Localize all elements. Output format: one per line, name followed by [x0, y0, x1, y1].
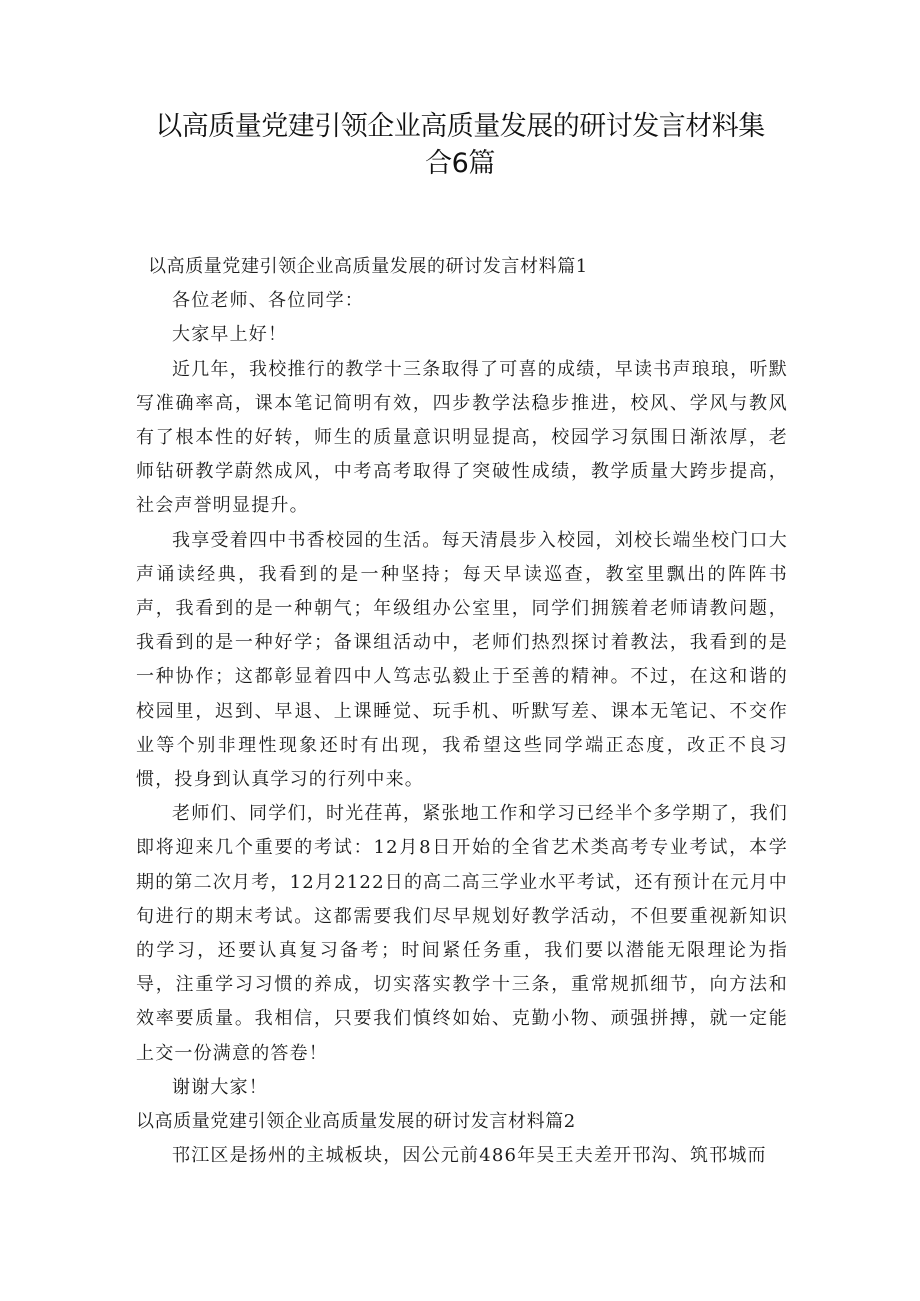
body-paragraph: 邗江区是扬州的主城板块，因公元前486年吴王夫差开邗沟、筑邗城而 [172, 1145, 767, 1167]
greeting: 大家早上好！ [172, 324, 288, 346]
salutation: 各位老师、各位同学： [172, 290, 364, 312]
section-heading: 以高质量党建引领企业高质量发展的研讨发言材料篇2 [136, 1111, 576, 1133]
closing-line: 谢谢大家！ [172, 1076, 268, 1098]
body-paragraph: 我享受着四中书香校园的生活。每天清晨步入校园，刘校长端坐校门口大声诵读经典，我看到的是一种坚持；每天早读巡查，教室里飘出的阵阵书声，我看到的是一种朝气；年级组办公室里，同学们拥簇着老师请教问题，我看到的是一种好学；备课组活动中，老师们热烈探讨着教法，我看到的是一种协作；这都彰显着四中人笃志弘毅止于至善的精神。不过，在这和谐的校园里，迟到、早退、上课睡觉、玩手机、听默写差、课本无笔记、不交作业等个别非理性现象还时有出现，我希望这些同学端正态度，改正不良习惯，投身到认真学习的行列中来。 [136, 529, 788, 791]
body-paragraph: 近几年，我校推行的教学十三条取得了可喜的成绩，早读书声琅琅，听默写准确率高，课本笔记简明有效，四步教学法稳步推进，校风、学风与教风有了根本性的好转，师生的质量意识明显提高，校园学习氛围日渐浓厚，老师钻研教学蔚然成风，中考高考取得了突破性成绩，教学质量大跨步提高，社会声誉明显提升。 [136, 358, 788, 517]
body-paragraph: 老师们、同学们，时光荏苒，紧张地工作和学习已经半个多学期了，我们即将迎来几个重要的考试：12月8日开始的全省艺术类高考专业考试，本学期的第二次月考，12月2122日的高二高三学业水平考试，还有预计在元月中旬进行的期末考试。这都需要我们尽早规划好教学活动，不但要重视新知识的学习，还要认真复习备考；时间紧任务重，我们要以潜能无限理论为指导，注重学习习惯的养成，切实落实教学十三条，重常规抓细节，向方法和效率要质量。我相信，只要我们慎终如始、克勤小物、顽强拼搏，就一定能上交一份满意的答卷！ [136, 803, 788, 1064]
document-body [136, 250, 788, 1173]
section-heading: 以高质量党建引领企业高质量发展的研讨发言材料篇1 [148, 256, 588, 277]
document-title: 以高质量党建引领企业高质量发展的研讨发言材料集合6篇 [155, 111, 765, 179]
